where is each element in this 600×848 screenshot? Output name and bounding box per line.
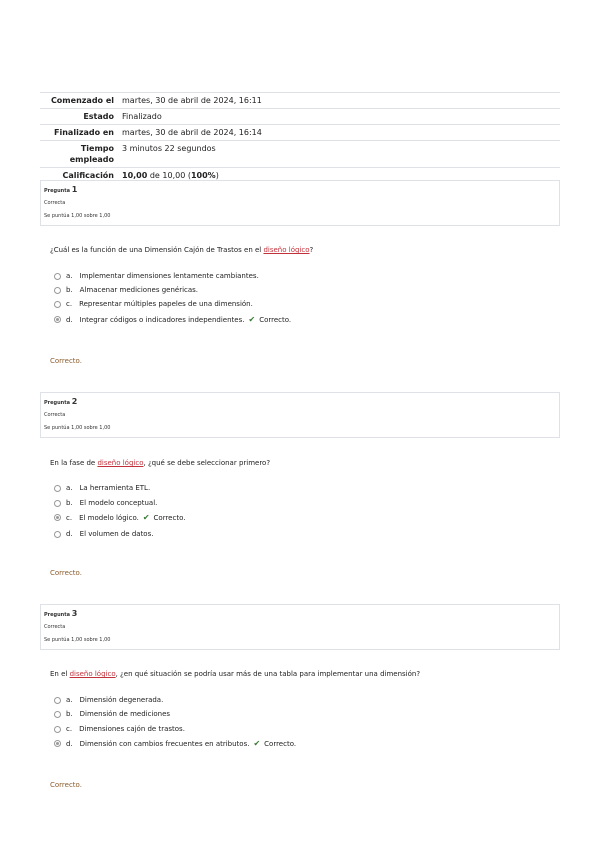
answer-option-selected[interactable] [54, 315, 291, 324]
answer-text: Dimensión degenerada. [79, 696, 164, 704]
answer-letter: c. [66, 725, 73, 733]
summary-row-finished [40, 125, 560, 141]
question-grade: Se puntúa 1,00 sobre 1,00 [44, 425, 111, 431]
answer-letter: a. [66, 696, 73, 704]
glossary-link[interactable]: diseño lógico [97, 459, 144, 467]
question-number-value: 3 [71, 609, 78, 618]
radio-button[interactable] [54, 531, 61, 538]
radio-button[interactable] [54, 485, 61, 492]
question-number-value: 2 [71, 397, 78, 406]
question-number [44, 397, 77, 406]
grade-percent: 100% [190, 171, 216, 180]
question-text-part: En el [50, 670, 70, 678]
answer-option[interactable] [54, 484, 150, 492]
question-text-3 [50, 670, 420, 678]
answer-option[interactable] [54, 300, 253, 308]
answer-text: La herramienta ETL. [79, 484, 151, 492]
glossary-link[interactable]: diseño lógico [263, 246, 310, 254]
feedback-text: Correcto. [50, 357, 82, 365]
question-info-3 [40, 604, 560, 650]
answer-text: Representar múltiples papeles de una dimensión. [79, 300, 253, 308]
answer-option[interactable] [54, 710, 170, 718]
summary-label: Tiempo empleado [69, 144, 114, 164]
answer-option[interactable] [54, 272, 259, 280]
answer-option-selected[interactable] [54, 739, 296, 748]
summary-row-started [40, 93, 560, 109]
answer-text: Dimensión de mediciones [79, 710, 171, 718]
summary-row-time [40, 141, 560, 168]
answer-correct-label: Correcto. [259, 315, 292, 324]
question-text-2 [50, 459, 270, 467]
summary-value: martes, 30 de abril de 2024, 16:11 [122, 96, 262, 105]
answer-letter: d. [66, 315, 73, 324]
question-text-part: ? [309, 246, 314, 254]
answer-option[interactable] [54, 286, 198, 294]
question-text-part: En la fase de [50, 459, 98, 467]
summary-label: Comenzado el [50, 96, 114, 105]
question-prefix: Pregunta [44, 188, 70, 194]
answer-letter: d. [66, 739, 73, 748]
question-grade: Se puntúa 1,00 sobre 1,00 [44, 637, 111, 643]
question-info-2 [40, 392, 560, 438]
summary-label: Estado [83, 112, 114, 121]
radio-button-checked[interactable] [54, 740, 61, 747]
answer-text: Dimensión con cambios frecuentes en atributos. [79, 739, 250, 748]
summary-row-state [40, 109, 560, 125]
answer-option[interactable] [54, 725, 185, 733]
answer-letter: b. [66, 499, 73, 507]
grade-score: 10,00 [122, 171, 148, 180]
answer-letter: a. [66, 484, 73, 492]
answer-letter: c. [66, 513, 73, 522]
summary-value: Finalizado [122, 112, 162, 121]
feedback-text: Correcto. [50, 569, 82, 577]
answer-text: Implementar dimensiones lentamente cambiantes. [79, 272, 259, 280]
question-text-part: , ¿qué se debe seleccionar primero? [143, 459, 271, 467]
answer-option-selected[interactable] [54, 513, 185, 522]
answer-option[interactable] [54, 696, 163, 704]
answer-text: El modelo lógico. [79, 513, 139, 522]
question-text-1 [50, 246, 313, 254]
glossary-link[interactable]: diseño lógico [69, 670, 116, 678]
feedback-text: Correcto. [50, 781, 82, 789]
summary-label: Finalizado en [54, 128, 114, 137]
question-text-part: , ¿en qué situación se podría usar más de una tabla para implementar una dimensión? [115, 670, 421, 678]
answer-letter: b. [66, 286, 73, 294]
radio-button[interactable] [54, 697, 61, 704]
radio-button[interactable] [54, 301, 61, 308]
question-state: Correcta [44, 624, 66, 630]
question-state: Correcta [44, 200, 66, 206]
radio-button[interactable] [54, 273, 61, 280]
answer-text: El modelo conceptual. [79, 499, 158, 507]
answer-text: Dimensiones cajón de trastos. [79, 725, 185, 733]
question-prefix: Pregunta [44, 400, 70, 406]
question-state: Correcta [44, 412, 66, 418]
summary-value: 3 minutos 22 segundos [122, 144, 216, 153]
answer-correct-label: Correcto. [264, 739, 297, 748]
question-number [44, 609, 77, 618]
answer-letter: d. [66, 530, 73, 538]
check-icon: ✔ [248, 315, 256, 324]
grade-mid: de 10,00 ( [147, 171, 191, 180]
answer-letter: c. [66, 300, 73, 308]
question-prefix: Pregunta [44, 612, 70, 618]
answer-option[interactable] [54, 499, 157, 507]
question-grade: Se puntúa 1,00 sobre 1,00 [44, 213, 111, 219]
answer-correct-label: Correcto. [153, 513, 186, 522]
answer-text: Almacenar mediciones genéricas. [79, 286, 199, 294]
radio-button-checked[interactable] [54, 316, 61, 323]
radio-button[interactable] [54, 500, 61, 507]
radio-button[interactable] [54, 287, 61, 294]
answer-option[interactable] [54, 530, 153, 538]
radio-button[interactable] [54, 711, 61, 718]
answer-letter: a. [66, 272, 73, 280]
radio-button[interactable] [54, 726, 61, 733]
attempt-summary-table [40, 92, 560, 184]
answer-letter: b. [66, 710, 73, 718]
grade-end: ) [215, 171, 219, 180]
answer-text: El volumen de datos. [79, 530, 154, 538]
check-icon: ✔ [253, 739, 261, 748]
summary-label: Calificación [62, 171, 114, 180]
check-icon: ✔ [142, 513, 150, 522]
question-number [44, 185, 77, 194]
question-text-part: ¿Cuál es la función de una Dimensión Cajón de Trastos en el [50, 246, 264, 254]
answer-text: Integrar códigos o indicadores independientes. [79, 315, 245, 324]
question-info-1 [40, 180, 560, 226]
summary-value: martes, 30 de abril de 2024, 16:14 [122, 128, 262, 137]
radio-button-checked[interactable] [54, 514, 61, 521]
question-number-value: 1 [71, 185, 78, 194]
